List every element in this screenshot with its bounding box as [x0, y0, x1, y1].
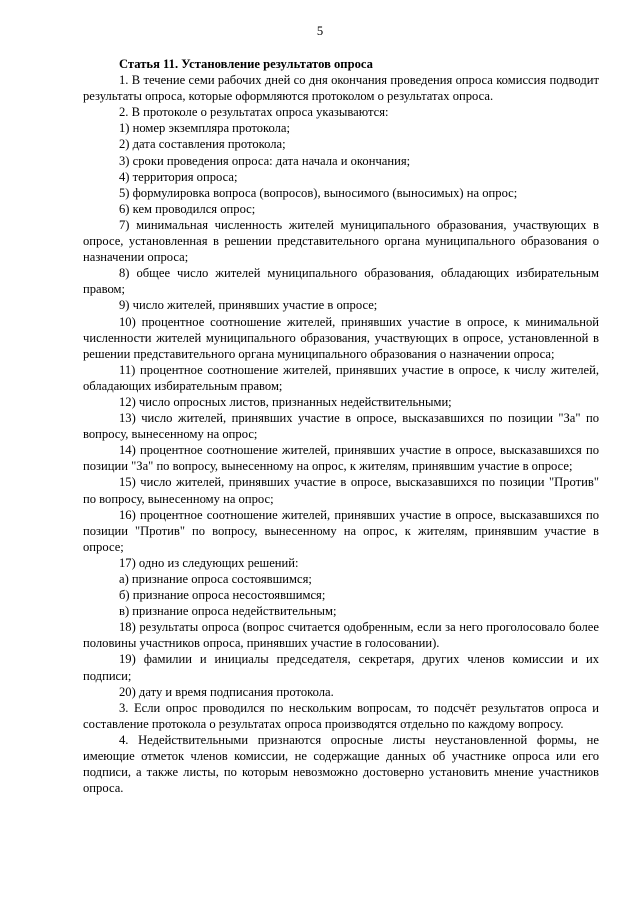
list-item: 3) сроки проведения опроса: дата начала и окончания;	[119, 153, 411, 168]
article-body	[83, 56, 599, 796]
list-item: 16) процентное соотношение жителей, принявших участие в опросе, высказавшихся по позиции "Против" по вопросу, вынесенному на опрос, к жителям, принявшим участие в опросе;	[83, 507, 599, 554]
list-item: 12) число опросных листов, признанных недействительными;	[119, 394, 452, 409]
list-item: 8) общее число жителей муниципального образования, обладающих избирательным правом;	[83, 266, 599, 297]
list-item: 13) число жителей, принявших участие в опросе, высказавшихся по позиции "За" по вопросу, вынесенному на опрос;	[83, 411, 599, 442]
list-item: 17) одно из следующих решений:	[119, 555, 299, 570]
list-item: 19) фамилии и инициалы председателя, секретаря, других членов комиссии и их подписи;	[83, 652, 599, 683]
paragraph: 1. В течение семи рабочих дней со дня окончания проведения опроса комиссия подводит результаты опроса, которые оформляются протоколом о результатах опроса.	[83, 73, 599, 104]
list-item: а) признание опроса состоявшимся;	[119, 572, 312, 586]
list-item: 20) дату и время подписания протокола.	[119, 684, 334, 699]
article-heading: Статья 11. Установление результатов опроса	[119, 57, 373, 71]
list-item: 5) формулировка вопроса (вопросов), выносимого (выносимых) на опрос;	[119, 185, 518, 200]
list-item: 14) процентное соотношение жителей, принявших участие в опросе, высказавшихся по позиции "За" по вопросу, вынесенному на опрос, к жителям, принявшим участие в опросе;	[83, 443, 599, 474]
list-item: б) признание опроса несостоявшимся;	[119, 588, 326, 603]
paragraph: 3. Если опрос проводился по нескольким вопросам, то подсчёт результатов опроса и составление протокола о результатах опроса производятся отдельно по каждому вопросу.	[83, 700, 599, 731]
paragraph: 4. Недействительными признаются опросные листы неустановленной формы, не имеющие отметок членов комиссии, не содержащие данных об участнике опроса или его подписи, а также листы, по которым невозможно достоверно установить мнение участников опроса.	[83, 732, 599, 796]
list-item: 4) территория опроса;	[119, 169, 238, 184]
page-number: 5	[316, 24, 324, 38]
list-item: 18) результаты опроса (вопрос считается одобренным, если за него проголосовало более половины участников опроса, принявших участие в голосовании).	[83, 620, 599, 651]
paragraph: 2. В протоколе о результатах опроса указываются:	[119, 105, 389, 120]
list-item: 2) дата составления протокола;	[119, 137, 286, 152]
list-item: 11) процентное соотношение жителей, принявших участие в опросе, к числу жителей, обладающих избирательным правом;	[83, 362, 599, 393]
list-item: 10) процентное соотношение жителей, принявших участие в опросе, к минимальной численности жителей муниципального образования, участвующих в опросе, установленной в решении представительного органа муниципального образования о назначении опроса;	[83, 314, 599, 361]
list-item: 6) кем проводился опрос;	[119, 201, 256, 216]
list-item: 9) число жителей, принявших участие в опросе;	[119, 298, 378, 313]
list-item: 7) минимальная численность жителей муниципального образования, участвующих в опросе, установленная в решении представительного органа муниципального образования о назначении опроса;	[83, 217, 599, 265]
list-item: в) признание опроса недействительным;	[119, 604, 337, 619]
list-item: 15) число жителей, принявших участие в опросе, высказавшихся по позиции "Против" по вопросу, вынесенному на опрос;	[83, 475, 599, 506]
list-item: 1) номер экземпляра протокола;	[119, 121, 290, 136]
